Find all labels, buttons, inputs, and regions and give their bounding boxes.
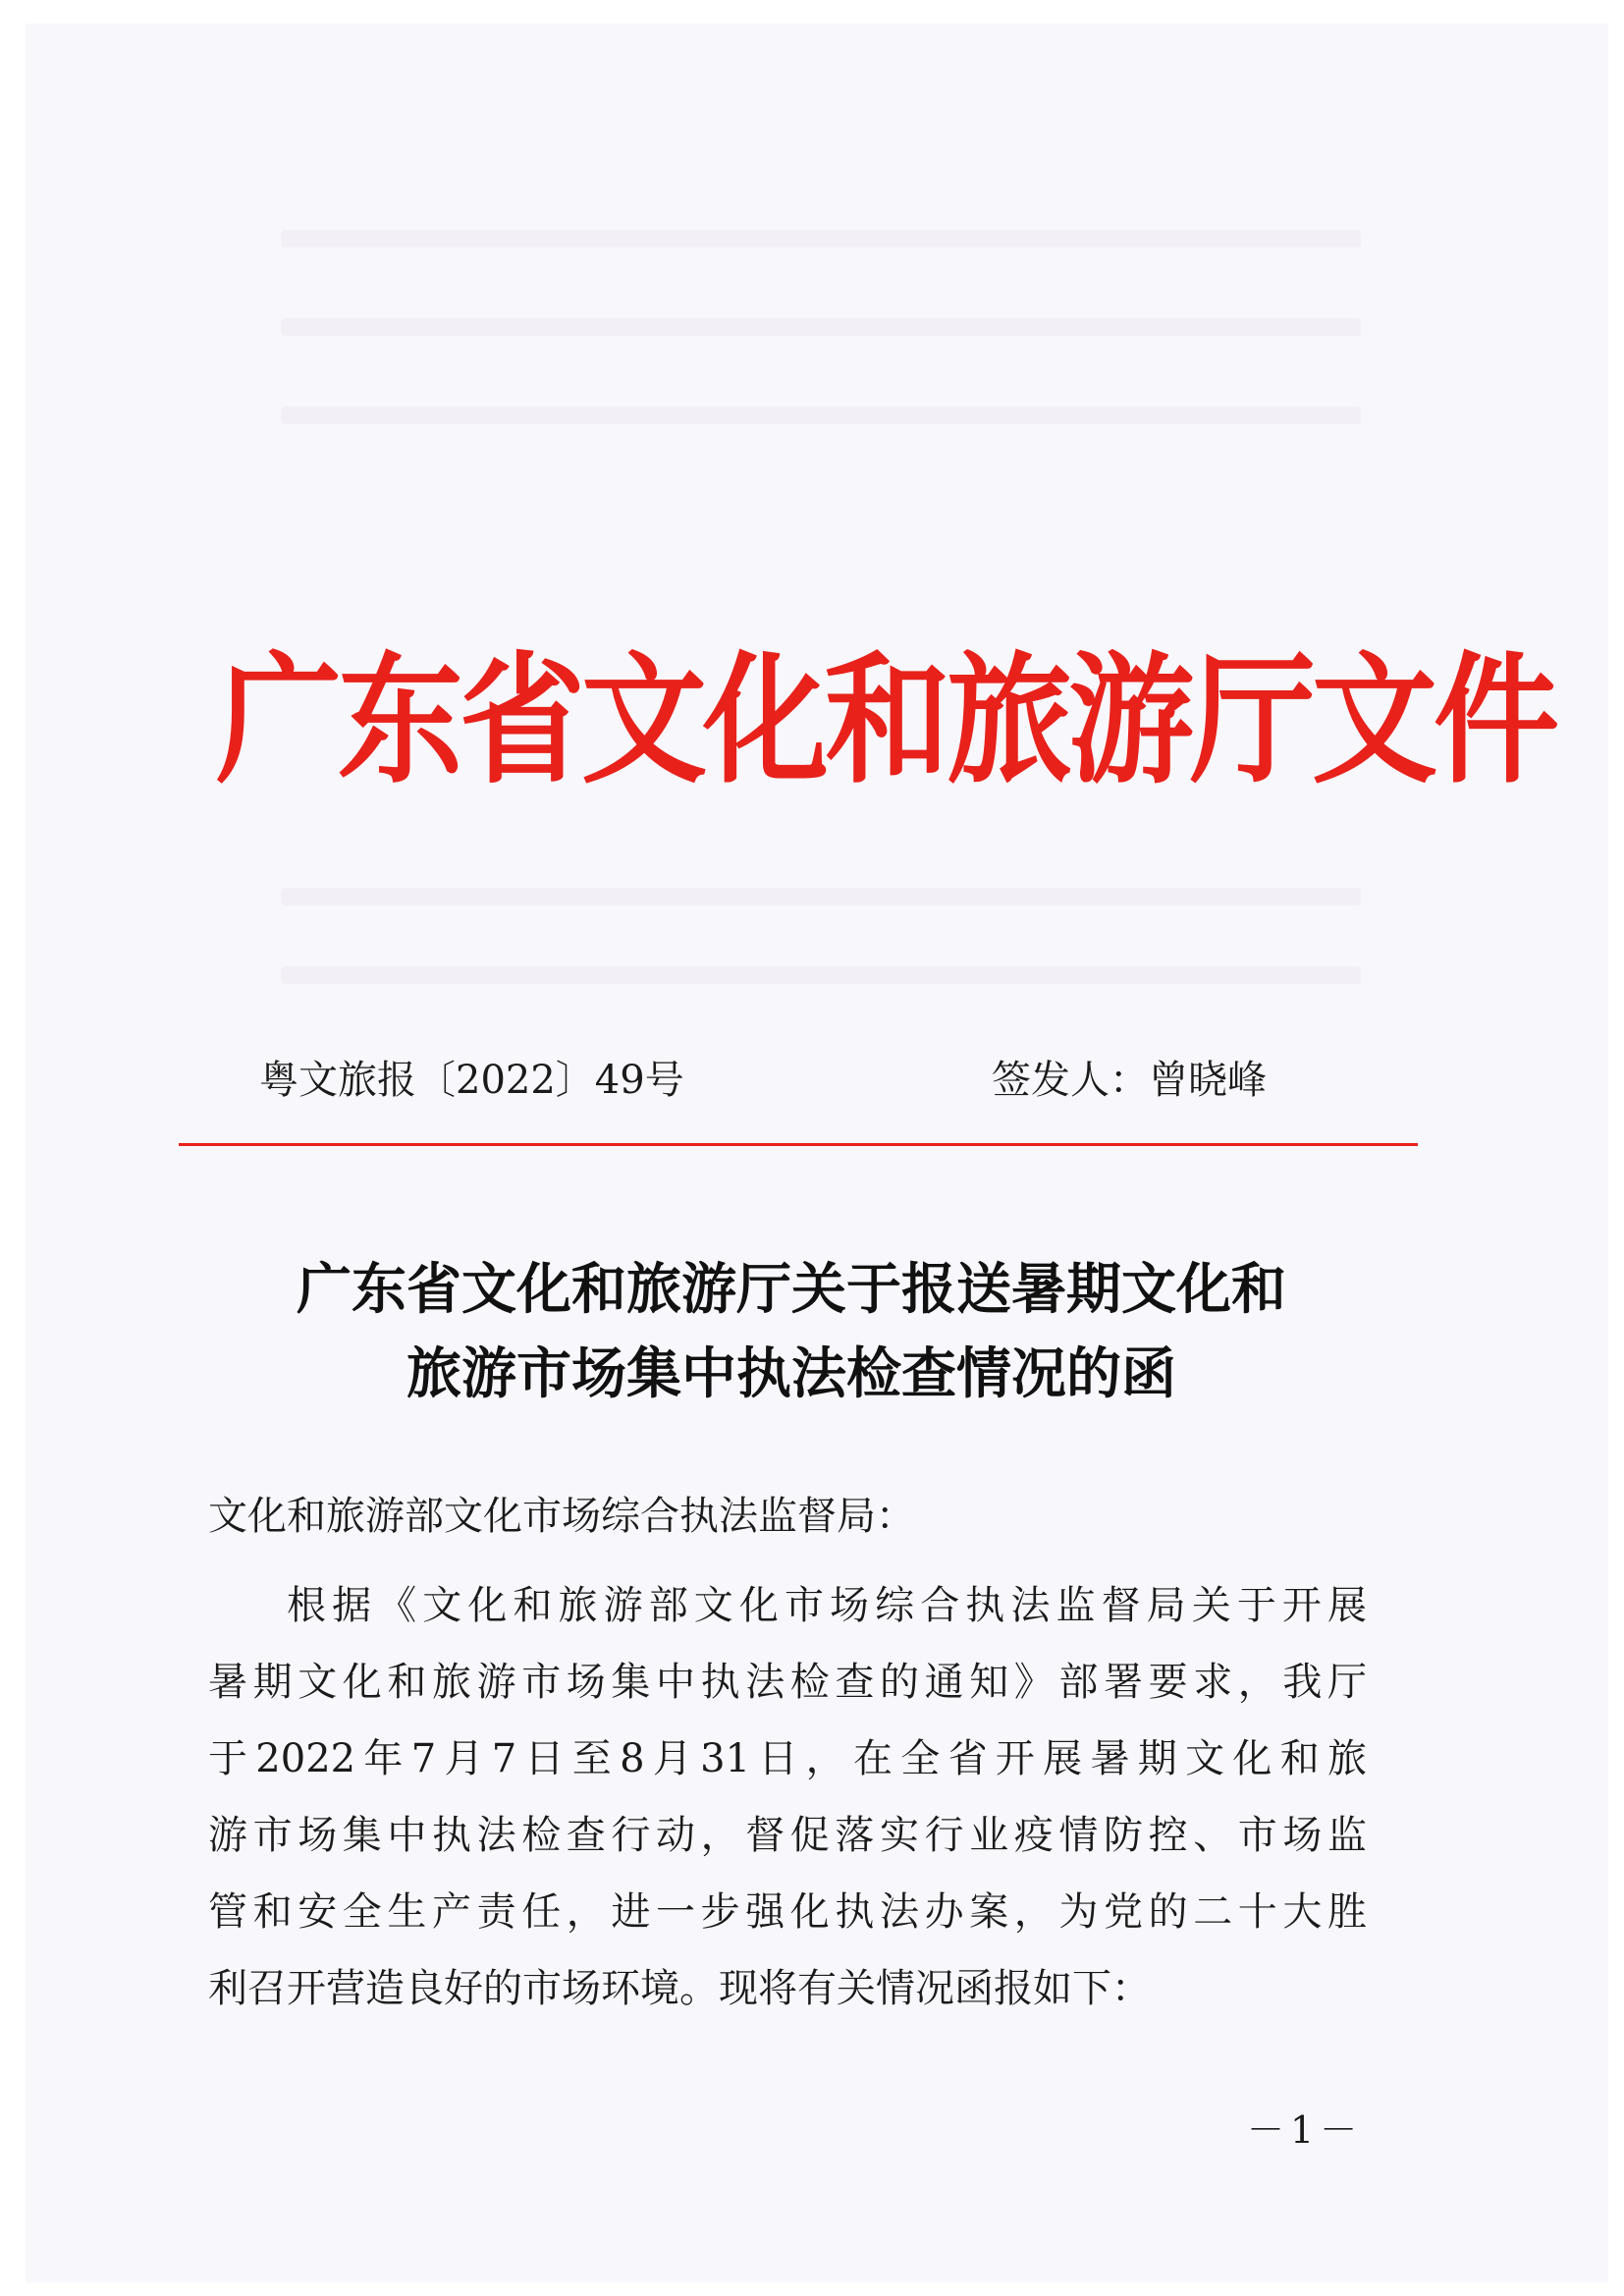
red-separator-line xyxy=(179,1143,1418,1146)
letter-body xyxy=(208,1567,1367,2027)
salutation: 文化和旅游部文化市场综合执法监督局： xyxy=(208,1494,915,1539)
bleed-through-shadow xyxy=(281,966,1361,984)
issuer-title: 广东省文化和旅游厅文件 xyxy=(216,638,1556,803)
body-line: 利召开营造良好的市场环境。现将有关情况函报如下： xyxy=(208,1966,1151,2011)
subject-line: 旅游市场集中执法检查情况的函 xyxy=(406,1341,1176,1406)
document-number: 粤文旅报〔2022〕49号 xyxy=(259,1058,684,1103)
signer: 签发人：曾晓峰 xyxy=(992,1058,1267,1103)
letter-subject xyxy=(147,1247,1435,1416)
body-line: 根据《文化和旅游部文化市场综合执法监督局关于开展 xyxy=(287,1583,1367,1628)
bleed-through-shadow xyxy=(281,230,1361,247)
body-line: 于2022年7月7日至8月31日，在全省开展暑期文化和旅 xyxy=(208,1736,1367,1781)
subject-line: 广东省文化和旅游厅关于报送暑期文化和 xyxy=(297,1257,1286,1322)
body-line: 管和安全生产责任，进一步强化执法办案，为党的二十大胜 xyxy=(208,1889,1367,1935)
body-line: 暑期文化和旅游市场集中执法检查的通知》部署要求，我厅 xyxy=(208,1660,1367,1705)
bleed-through-shadow xyxy=(281,888,1361,905)
page-number: －1－ xyxy=(1247,2108,1364,2152)
body-line: 游市场集中执法检查行动，督促落实行业疫情防控、市场监 xyxy=(208,1813,1367,1858)
bleed-through-shadow xyxy=(281,407,1361,424)
bleed-through-shadow xyxy=(281,318,1361,336)
